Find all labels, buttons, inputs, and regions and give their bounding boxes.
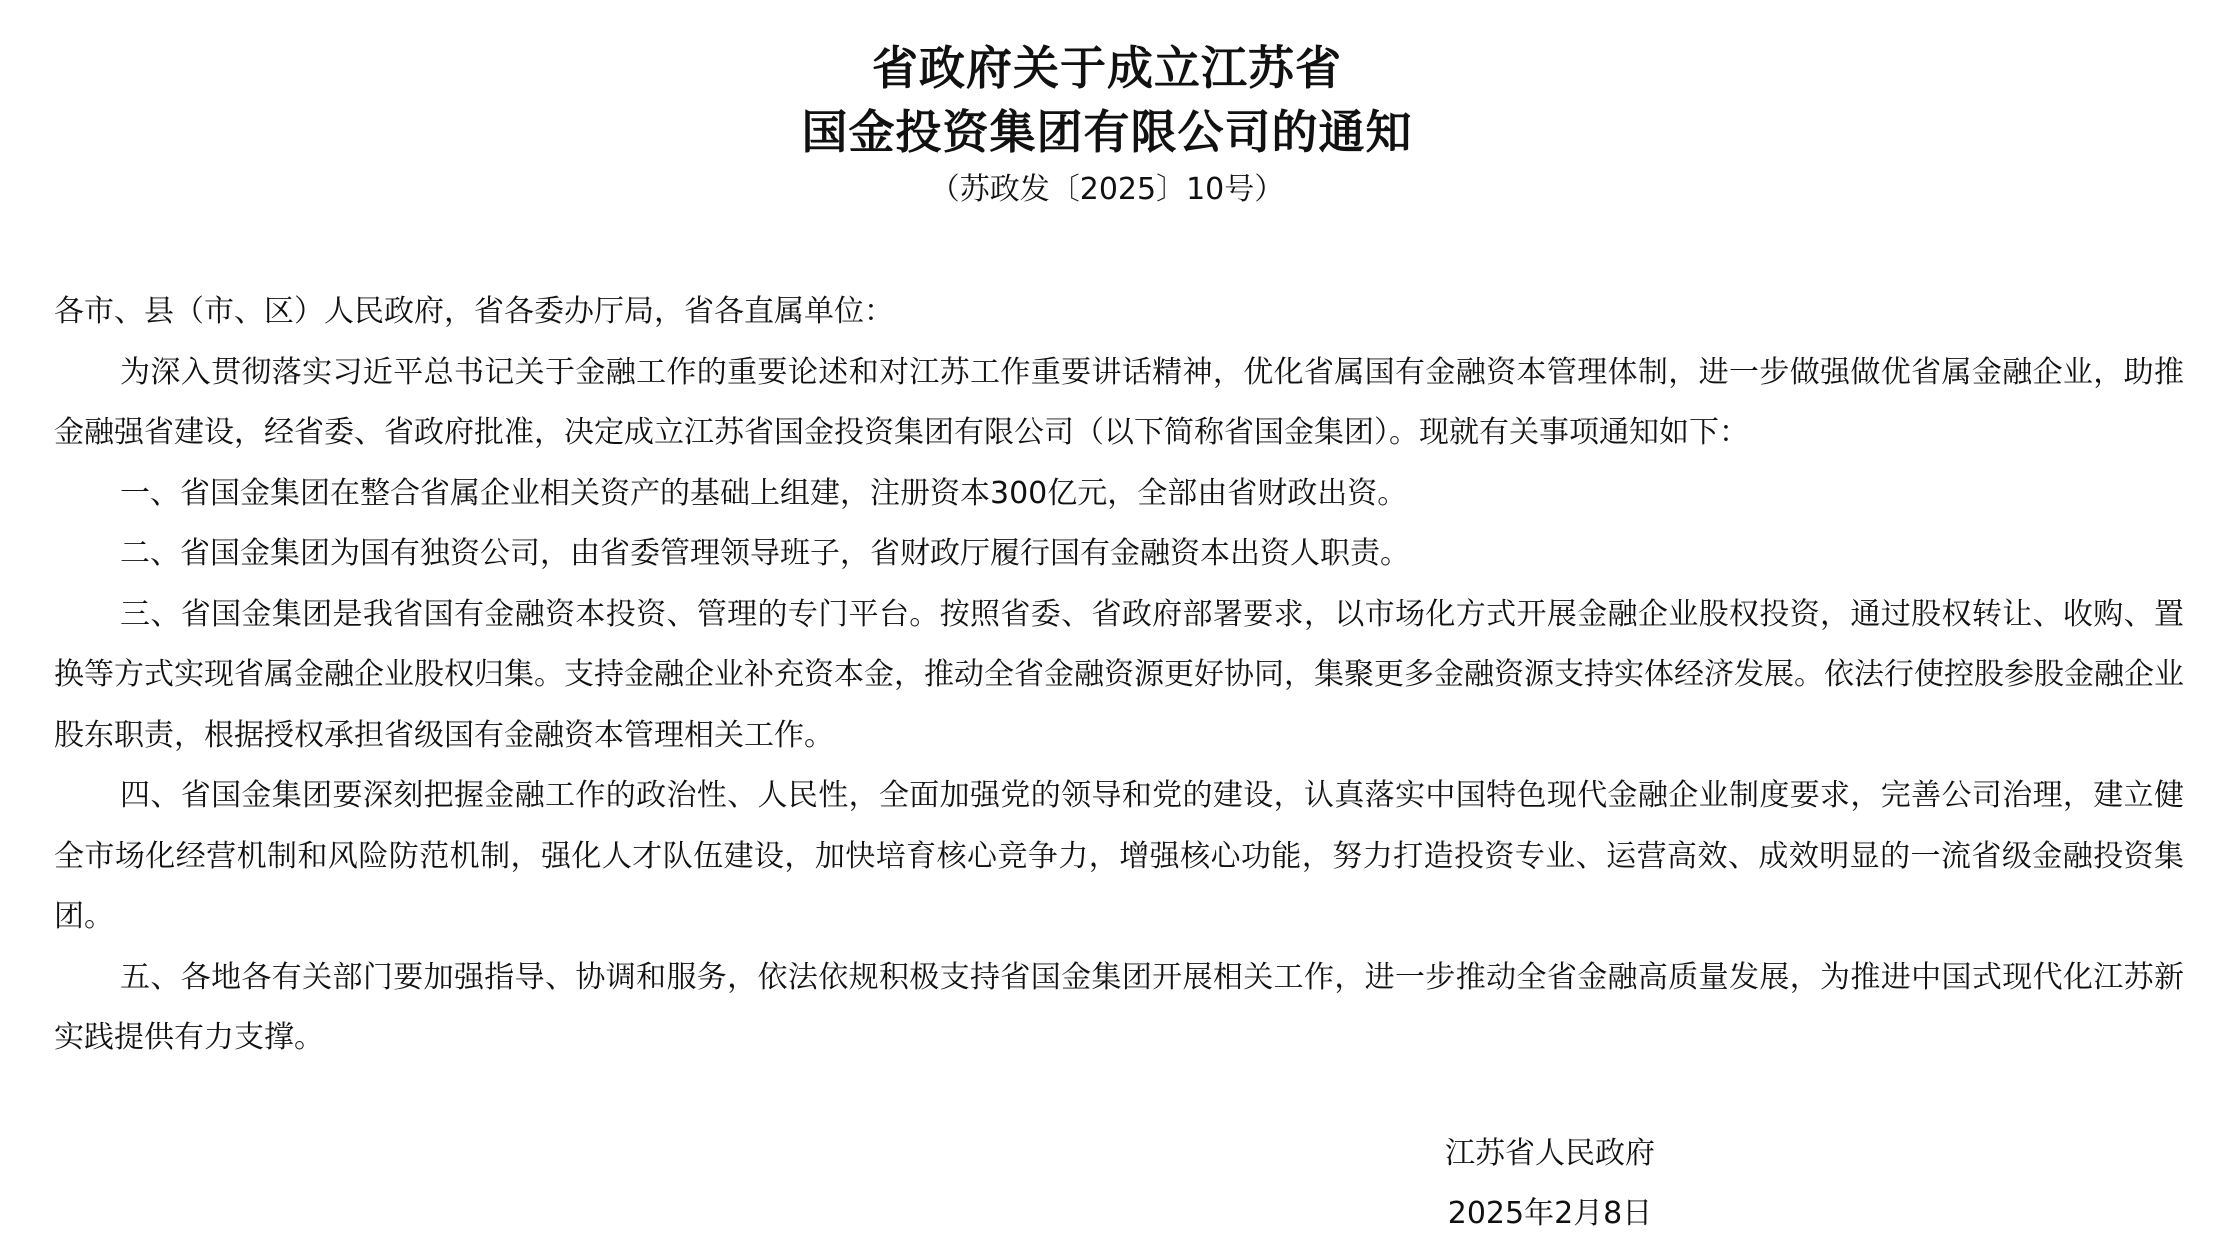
document-body	[54, 282, 2184, 1069]
document-number: （苏政发〔2025〕10号）	[929, 172, 1285, 207]
item-5-paragraph: 五、各地各有关部门要加强指导、协调和服务，依法依规积极支持省国金集团开展相关工作，进一步推动全省金融高质量发展，为推进中国式现代化江苏新实践提供有力支撑。	[54, 959, 2184, 1055]
intro-paragraph: 为深入贯彻落实习近平总书记关于金融工作的重要论述和对江苏工作重要讲话精神，优化省属国有金融资本管理体制，进一步做强做优省属金融企业，助推金融强省建设，经省委、省政府批准，决定成立江苏省国金投资集团有限公司（以下简称省国金集团）。现就有关事项通知如下：	[54, 354, 2184, 450]
signature-organization: 江苏省人民政府	[1445, 1136, 1655, 1171]
item-3-paragraph: 三、省国金集团是我省国有金融资本投资、管理的专门平台。按照省委、省政府部署要求，以市场化方式开展金融企业股权投资，通过股权转让、收购、置换等方式实现省属金融企业股权归集。支持金融企业补充资本金，推动全省金融资源更好协同，集聚更多金融资源支持实体经济发展。依法行使控股参股金融企业股东职责，根据授权承担省级国有金融资本管理相关工作。	[54, 596, 2184, 753]
item-2-paragraph: 二、省国金集团为国有独资公司，由省委管理领导班子，省财政厅履行国有金融资本出资人职责。	[120, 536, 1410, 571]
item-1-paragraph: 一、省国金集团在整合省属企业相关资产的基础上组建，注册资本300亿元，全部由省财政出资。	[120, 475, 1408, 511]
salutation: 各市、县（市、区）人民政府，省各委办厅局，省各直属单位：	[54, 294, 894, 329]
signature-date: 2025年2月8日	[1447, 1196, 1653, 1231]
document-title-line-1: 省政府关于成立江苏省	[872, 41, 1342, 95]
document-title-line-2: 国金投资集团有限公司的通知	[801, 105, 1413, 159]
item-4-paragraph: 四、省国金集团要深刻把握金融工作的政治性、人民性，全面加强党的领导和党的建设，认真落实中国特色现代金融企业制度要求，完善公司治理，建立健全市场化经营机制和风险防范机制，强化人才队伍建设，加快培育核心竞争力，增强核心功能，努力打造投资专业、运营高效、成效明显的一流省级金融投资集团。	[54, 778, 2184, 934]
